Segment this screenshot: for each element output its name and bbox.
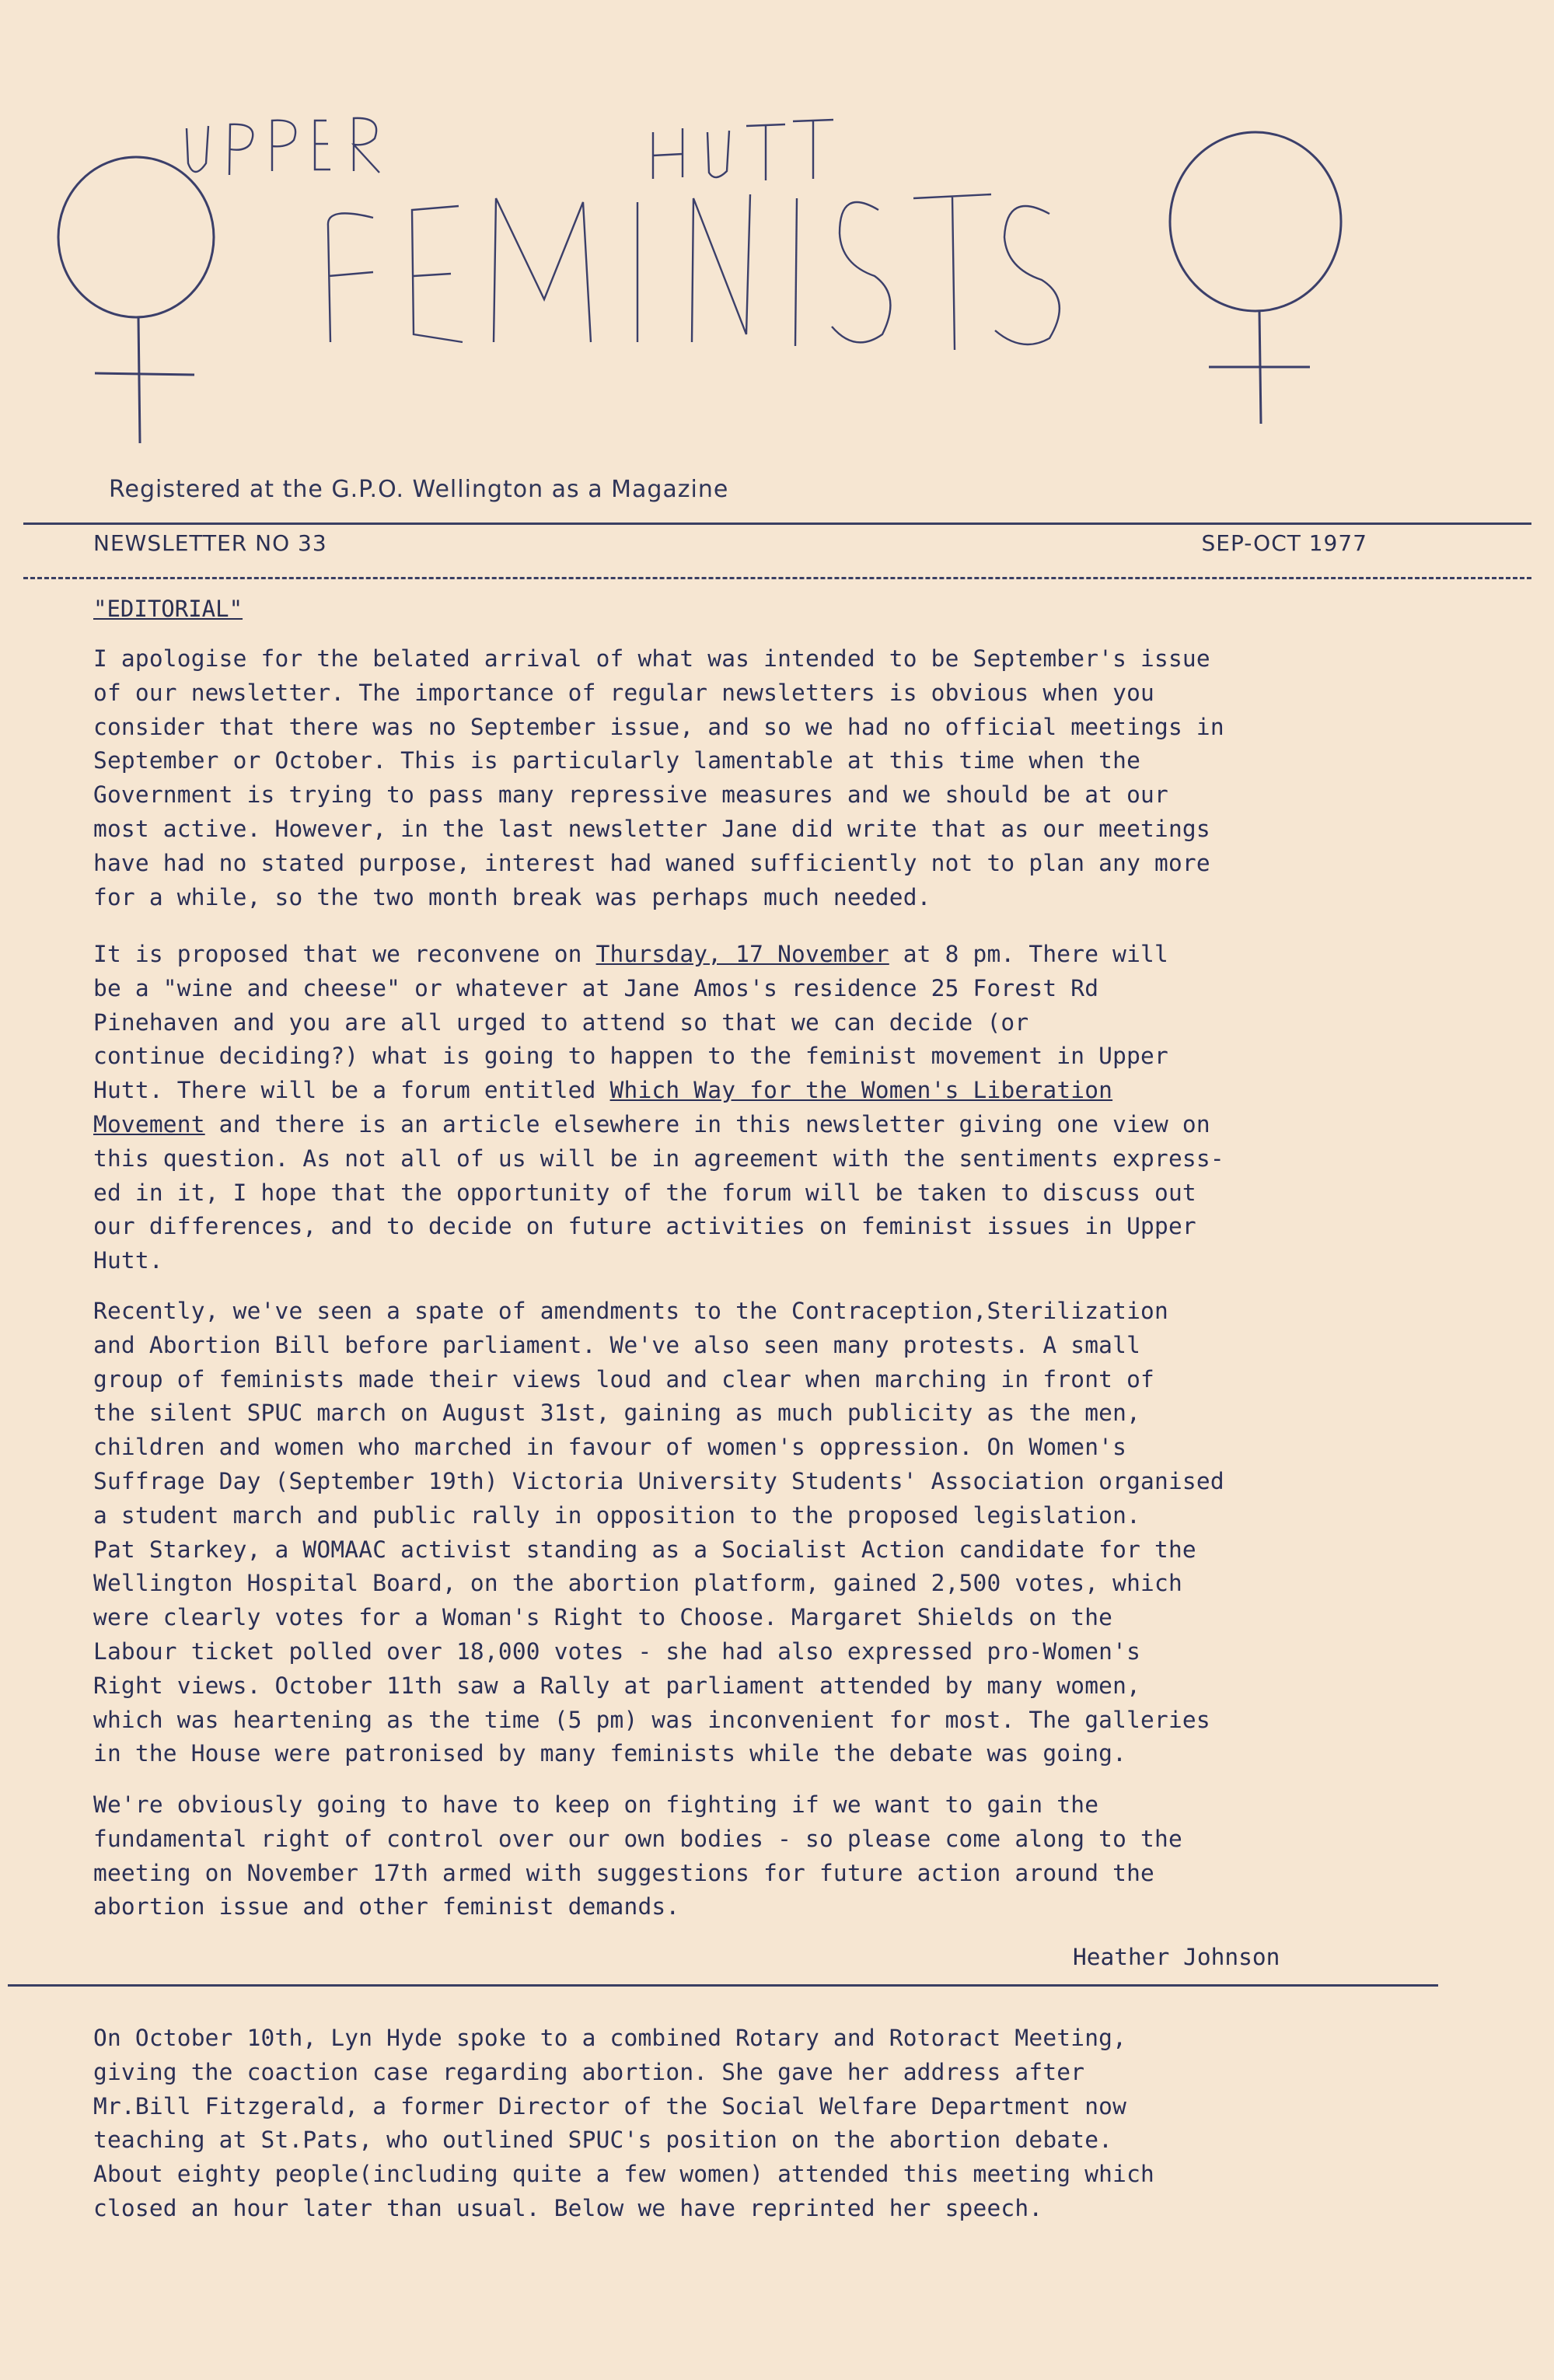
meeting-date: Thursday, 17 November: [595, 941, 889, 967]
masthead-logo: [47, 109, 1368, 474]
divider: [8, 1984, 1438, 1987]
paragraph-text: and there is an article elsewhere in this newsletter giving one view on this question. As not all of us will be in agreement with the sentiments express- ed in it, I hope that the opportunity of the forum will be taken to discuss out our differences, and to decide on future activities on feminist issues in Upper Hutt.: [93, 1110, 1224, 1274]
divider: [23, 577, 1531, 579]
editorial-paragraph-2: [93, 938, 1430, 1278]
paragraph-text: It is proposed that we reconvene on: [93, 941, 596, 967]
paragraph-text: I apologise for the belated arrival of what was intended to be September's issue of our newsletter. The importance of regular newsletters is obvious when you consider that there was no September issue, and so we had no official meetings in September or October. This is particularly lamentable at this time when the Government is trying to pass many repressive measures and we should be at our most active. However, in the last newsletter Jane did write that as our meetings have had no stated purpose, interest had waned sufficiently not to plan any more for a while, so the two month break was perhaps much needed.: [93, 645, 1224, 910]
forum-title: Which Way for the Women's Liberation Movement: [93, 1077, 1113, 1138]
editorial-heading: "EDITORIAL": [93, 596, 243, 622]
newsletter-number: NEWSLETTER NO 33: [93, 530, 327, 556]
paragraph-text: at 8 pm. There will be a "wine and cheese" or whatever at Jane Amos's residence 25 Forest Rd Pinehaven and you are all urged to attend so that we can decide (or continue deciding?) what is going to happen to the feminist movement in Upper Hutt. There will be a forum entitled: [93, 941, 1168, 1104]
masthead-text-feminists: [328, 194, 1060, 350]
editorial-signature: Heather Johnson: [1073, 1944, 1280, 1970]
editorial-paragraph-3: [93, 1295, 1430, 1771]
female-symbol-icon: [58, 157, 214, 443]
masthead-line1: [0, 0, 1, 1]
masthead-text-upper-hutt: [187, 118, 833, 180]
editorial-paragraph-1: [93, 642, 1430, 914]
paragraph-text: Recently, we've seen a spate of amendments to the Contraception,Sterilization and Abortion Bill before parliament. We've also seen many protests. A small group of feminists made their views loud and clear when marching in front of the silent SPUC march on August 31st, gaining as much publicity as the men, children and women who marched in favour of women's oppression. On Women's Suffrage Day (September 19th) Victoria University Students' Association organised a student march and public rally in opposition to the proposed legislation. Pat Starkey, a WOMAAC activist standing as a Socialist Action candidate for the Wellington Hospital Board, on the abortion platform, gained 2,500 votes, which were clearly votes for a Woman's Right to Choose. Margaret Shields on the Labour ticket polled over 18,000 votes - she had also expressed pro-Women's Right views. October 11th saw a Rally at parliament attended by many women, which was heartening as the time (5 pm) was inconvenient for most. The galleries in the House were patronised by many feminists while the debate was going.: [93, 1298, 1224, 1767]
paragraph-text: We're obviously going to have to keep on fighting if we want to gain the fundamental right of control over our own bodies - so please come along to the meeting on November 17th armed with suggestions for future action around the abortion issue and other feminist demands.: [93, 1791, 1182, 1920]
speech-intro-paragraph: [93, 2022, 1430, 2226]
female-symbol-icon: [1170, 132, 1341, 424]
paragraph-text: On October 10th, Lyn Hyde spoke to a combined Rotary and Rotoract Meeting, giving the coaction case regarding abortion. She gave her address after Mr.Bill Fitzgerald, a former Director of the Social Welfare Department now teaching at St.Pats, who outlined SPUC's position on the abortion debate. About eighty people(including quite a few women) attended this meeting which closed an hour later than usual. Below we have reprinted her speech.: [93, 2025, 1154, 2221]
divider: [23, 522, 1531, 525]
masthead-line2: [0, 0, 1, 1]
issue-date: SEP-OCT 1977: [1201, 530, 1367, 556]
registration-note: Registered at the G.P.O. Wellington as a Magazine: [109, 476, 729, 503]
editorial-paragraph-4: [93, 1788, 1430, 1924]
